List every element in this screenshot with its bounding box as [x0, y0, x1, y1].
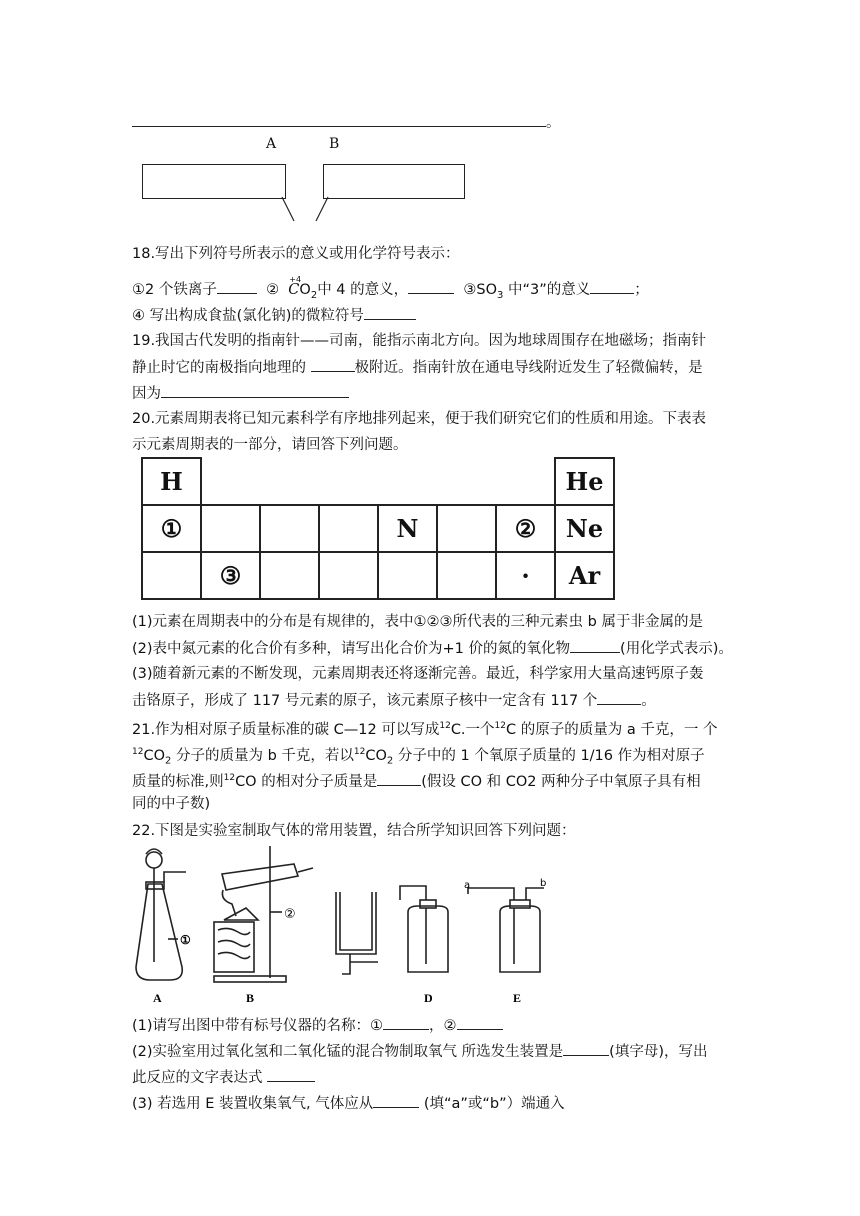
cell [142, 552, 201, 599]
q21-text: 21.作为相对原子质量标准的碳 C—12 可以写成 [132, 721, 440, 738]
q21-text: C 的原子的质量为 a 千克，一 个 [506, 721, 718, 738]
periodic-table [141, 457, 615, 600]
subscript: 2 [165, 755, 172, 767]
q21-line4: 同的中子数) [132, 796, 211, 812]
q20-text: (用化学式表示)。 [620, 641, 733, 657]
q21-text: (假设 CO 和 CO2 两种分子中氧原子具有相 [421, 773, 701, 790]
q18-part4: ④ 写出构成食盐(氯化钠)的微粒符号 [132, 308, 364, 324]
q18-part3-label: ③SO [463, 282, 497, 298]
q22-text: 此反应的文字表达式 [132, 1070, 263, 1086]
answer-blank[interactable] [570, 638, 620, 653]
q17-answer-line [132, 112, 561, 133]
cell-n: N [378, 505, 437, 552]
cell [437, 505, 496, 552]
q18-part2-label: ② [266, 282, 280, 298]
q20-a2 [132, 638, 733, 659]
caption-e: E [513, 991, 522, 1005]
empty-cell [201, 458, 555, 505]
q18-part1: ①2 个铁离子 [132, 282, 217, 298]
mark-2: ② [284, 907, 296, 922]
cell-2: ② [496, 505, 555, 552]
cell-dot: · [496, 552, 555, 599]
caption-a: A [153, 991, 162, 1005]
mark-1: ① [180, 933, 191, 947]
answer-blank[interactable] [217, 279, 257, 294]
cell-3: ③ [201, 552, 260, 599]
answer-blank[interactable] [364, 305, 416, 320]
q19-text: 因为 [132, 386, 161, 402]
answer-blank[interactable] [457, 1015, 503, 1030]
q21-text: 分子中的 1 个氧原子质量的 1/16 作为相对原子 [397, 747, 705, 764]
q19-line1: 19.我国古代发明的指南针——司南，能指示南北方向。因为地球周围存在地磁场；指南针 [132, 333, 707, 349]
label-b: B [329, 136, 340, 152]
pointer-lines [270, 195, 340, 225]
answer-blank[interactable] [132, 112, 546, 127]
q21-text: C.一个 [450, 721, 495, 738]
lab-apparatus-figure [128, 842, 548, 1010]
q19-text: 极附近。指南针放在通电导线附近发生了轻微偏转，是 [354, 360, 703, 376]
q20-a3-line1: (3)随着新元素的不断发现，元素周期表还将逐渐完善。最近，科学家用大量高速钙原子轰 [132, 666, 704, 682]
q19-line3 [132, 383, 349, 404]
q22-a1 [132, 1015, 503, 1036]
cell [319, 505, 378, 552]
q21-text: 分子的质量为 b 千克，若以 [175, 747, 354, 764]
q21-line1 [132, 716, 717, 740]
superscript: 12 [223, 773, 236, 783]
answer-blank[interactable] [311, 357, 355, 372]
carbon-symbol: C [288, 282, 300, 298]
apparatus-d [400, 886, 448, 972]
answer-blank[interactable] [597, 690, 641, 705]
q18-line1 [132, 275, 649, 306]
answer-blank[interactable] [161, 383, 349, 398]
box-a [142, 164, 286, 199]
q22-text: ，② [429, 1018, 457, 1034]
subscript: 2 [310, 289, 318, 301]
cell [201, 505, 260, 552]
q18-part3-text: 中“3”的意义 [507, 282, 591, 298]
apparatus-e [468, 888, 544, 972]
q22-text: (1)请写出图中带有标号仪器的名称：① [132, 1018, 384, 1034]
q18-line2 [132, 305, 416, 326]
q21-text: CO [365, 747, 387, 764]
oxygen-symbol: O [299, 282, 311, 298]
superscript: 12 [353, 747, 366, 757]
apparatus-a [136, 849, 186, 980]
q22-a3 [132, 1093, 565, 1114]
cell-ar: Ar [555, 552, 614, 599]
q21-text: 质量的标准,则 [132, 773, 224, 790]
q22-title: 22.下图是实验室制取气体的常用装置，结合所学知识回答下列问题： [132, 823, 576, 839]
q18-part2-text: 中 4 的意义， [317, 282, 409, 298]
cell [437, 552, 496, 599]
table-row [142, 552, 614, 599]
subscript: 3 [496, 289, 504, 301]
q19-text: 静止时它的南极指向地理的 [132, 360, 306, 376]
q22-text: (填“a”或“b”）端通入 [419, 1096, 565, 1112]
answer-blank[interactable] [383, 1015, 429, 1030]
subscript: 2 [386, 755, 394, 767]
caption-b: B [246, 991, 255, 1005]
q21-text: CO [143, 747, 165, 764]
q21-line3 [132, 768, 701, 792]
superscript: 12 [439, 721, 451, 731]
q22-text: (填字母)，写出 [609, 1044, 708, 1060]
q19-line2 [132, 357, 703, 378]
mark-a: a [464, 880, 471, 891]
q22-a2-line1 [132, 1041, 707, 1062]
q17-tail: 。 [546, 115, 561, 131]
box-b [323, 164, 465, 199]
answer-blank[interactable] [373, 1093, 419, 1108]
carbon-valence [288, 275, 302, 300]
caption-d: D [424, 991, 433, 1005]
q22-a2-line2 [132, 1067, 315, 1088]
cell-1: ① [142, 505, 201, 552]
cell-ne: Ne [555, 505, 614, 552]
cell-he: He [555, 458, 614, 505]
cell [319, 552, 378, 599]
mark-b: b [540, 878, 547, 889]
q20-text: 。 [641, 693, 656, 709]
punct: ； [634, 282, 649, 298]
cell [260, 505, 319, 552]
q18-title: 18.写出下列符号所表示的意义或用化学符号表示： [132, 246, 460, 262]
table-row [142, 505, 614, 552]
q21-text: CO 的相对分子质量是 [235, 773, 378, 790]
cell-h: H [142, 458, 201, 505]
answer-blank[interactable] [590, 279, 634, 294]
q22-text: (2)实验室用过氧化氢和二氧化锰的混合物制取氧气 所选发生装置是 [132, 1044, 564, 1060]
q20-line1: 20.元素周期表将已知元素科学有序地排列起来，便于我们研究它们的性质和用途。下表表 [132, 411, 707, 427]
q20-line2: 示元素周期表的一部分，请回答下列问题。 [132, 437, 408, 453]
answer-blank[interactable] [408, 279, 454, 294]
cell [378, 552, 437, 599]
q20-a1: (1)元素在周期表中的分布是有规律的，表中①②③所代表的三种元素虫 b 属于非金属的是 [132, 614, 703, 630]
table-row [142, 458, 614, 505]
q20-a3-line2 [132, 690, 656, 711]
apparatus-b [214, 846, 313, 982]
apparatus-c [336, 892, 378, 974]
answer-blank[interactable] [563, 1041, 609, 1056]
answer-blank[interactable] [267, 1067, 315, 1082]
superscript: 12 [132, 747, 144, 757]
superscript: 12 [494, 721, 506, 731]
label-a: A [266, 136, 277, 152]
answer-blank[interactable] [377, 771, 421, 786]
q22-text: (3) 若选用 E 装置收集氧气, 气体应从 [132, 1096, 374, 1112]
q20-text: 击铬原子，形成了 117 号元素的原子，该元素原子核中一定含有 117 个 [132, 693, 598, 709]
cell [260, 552, 319, 599]
valence-mark: +4 [289, 275, 302, 284]
q20-text: (2)表中氮元素的化合价有多种，请写出化合价为+1 价的氮的氧化物 [132, 641, 571, 657]
